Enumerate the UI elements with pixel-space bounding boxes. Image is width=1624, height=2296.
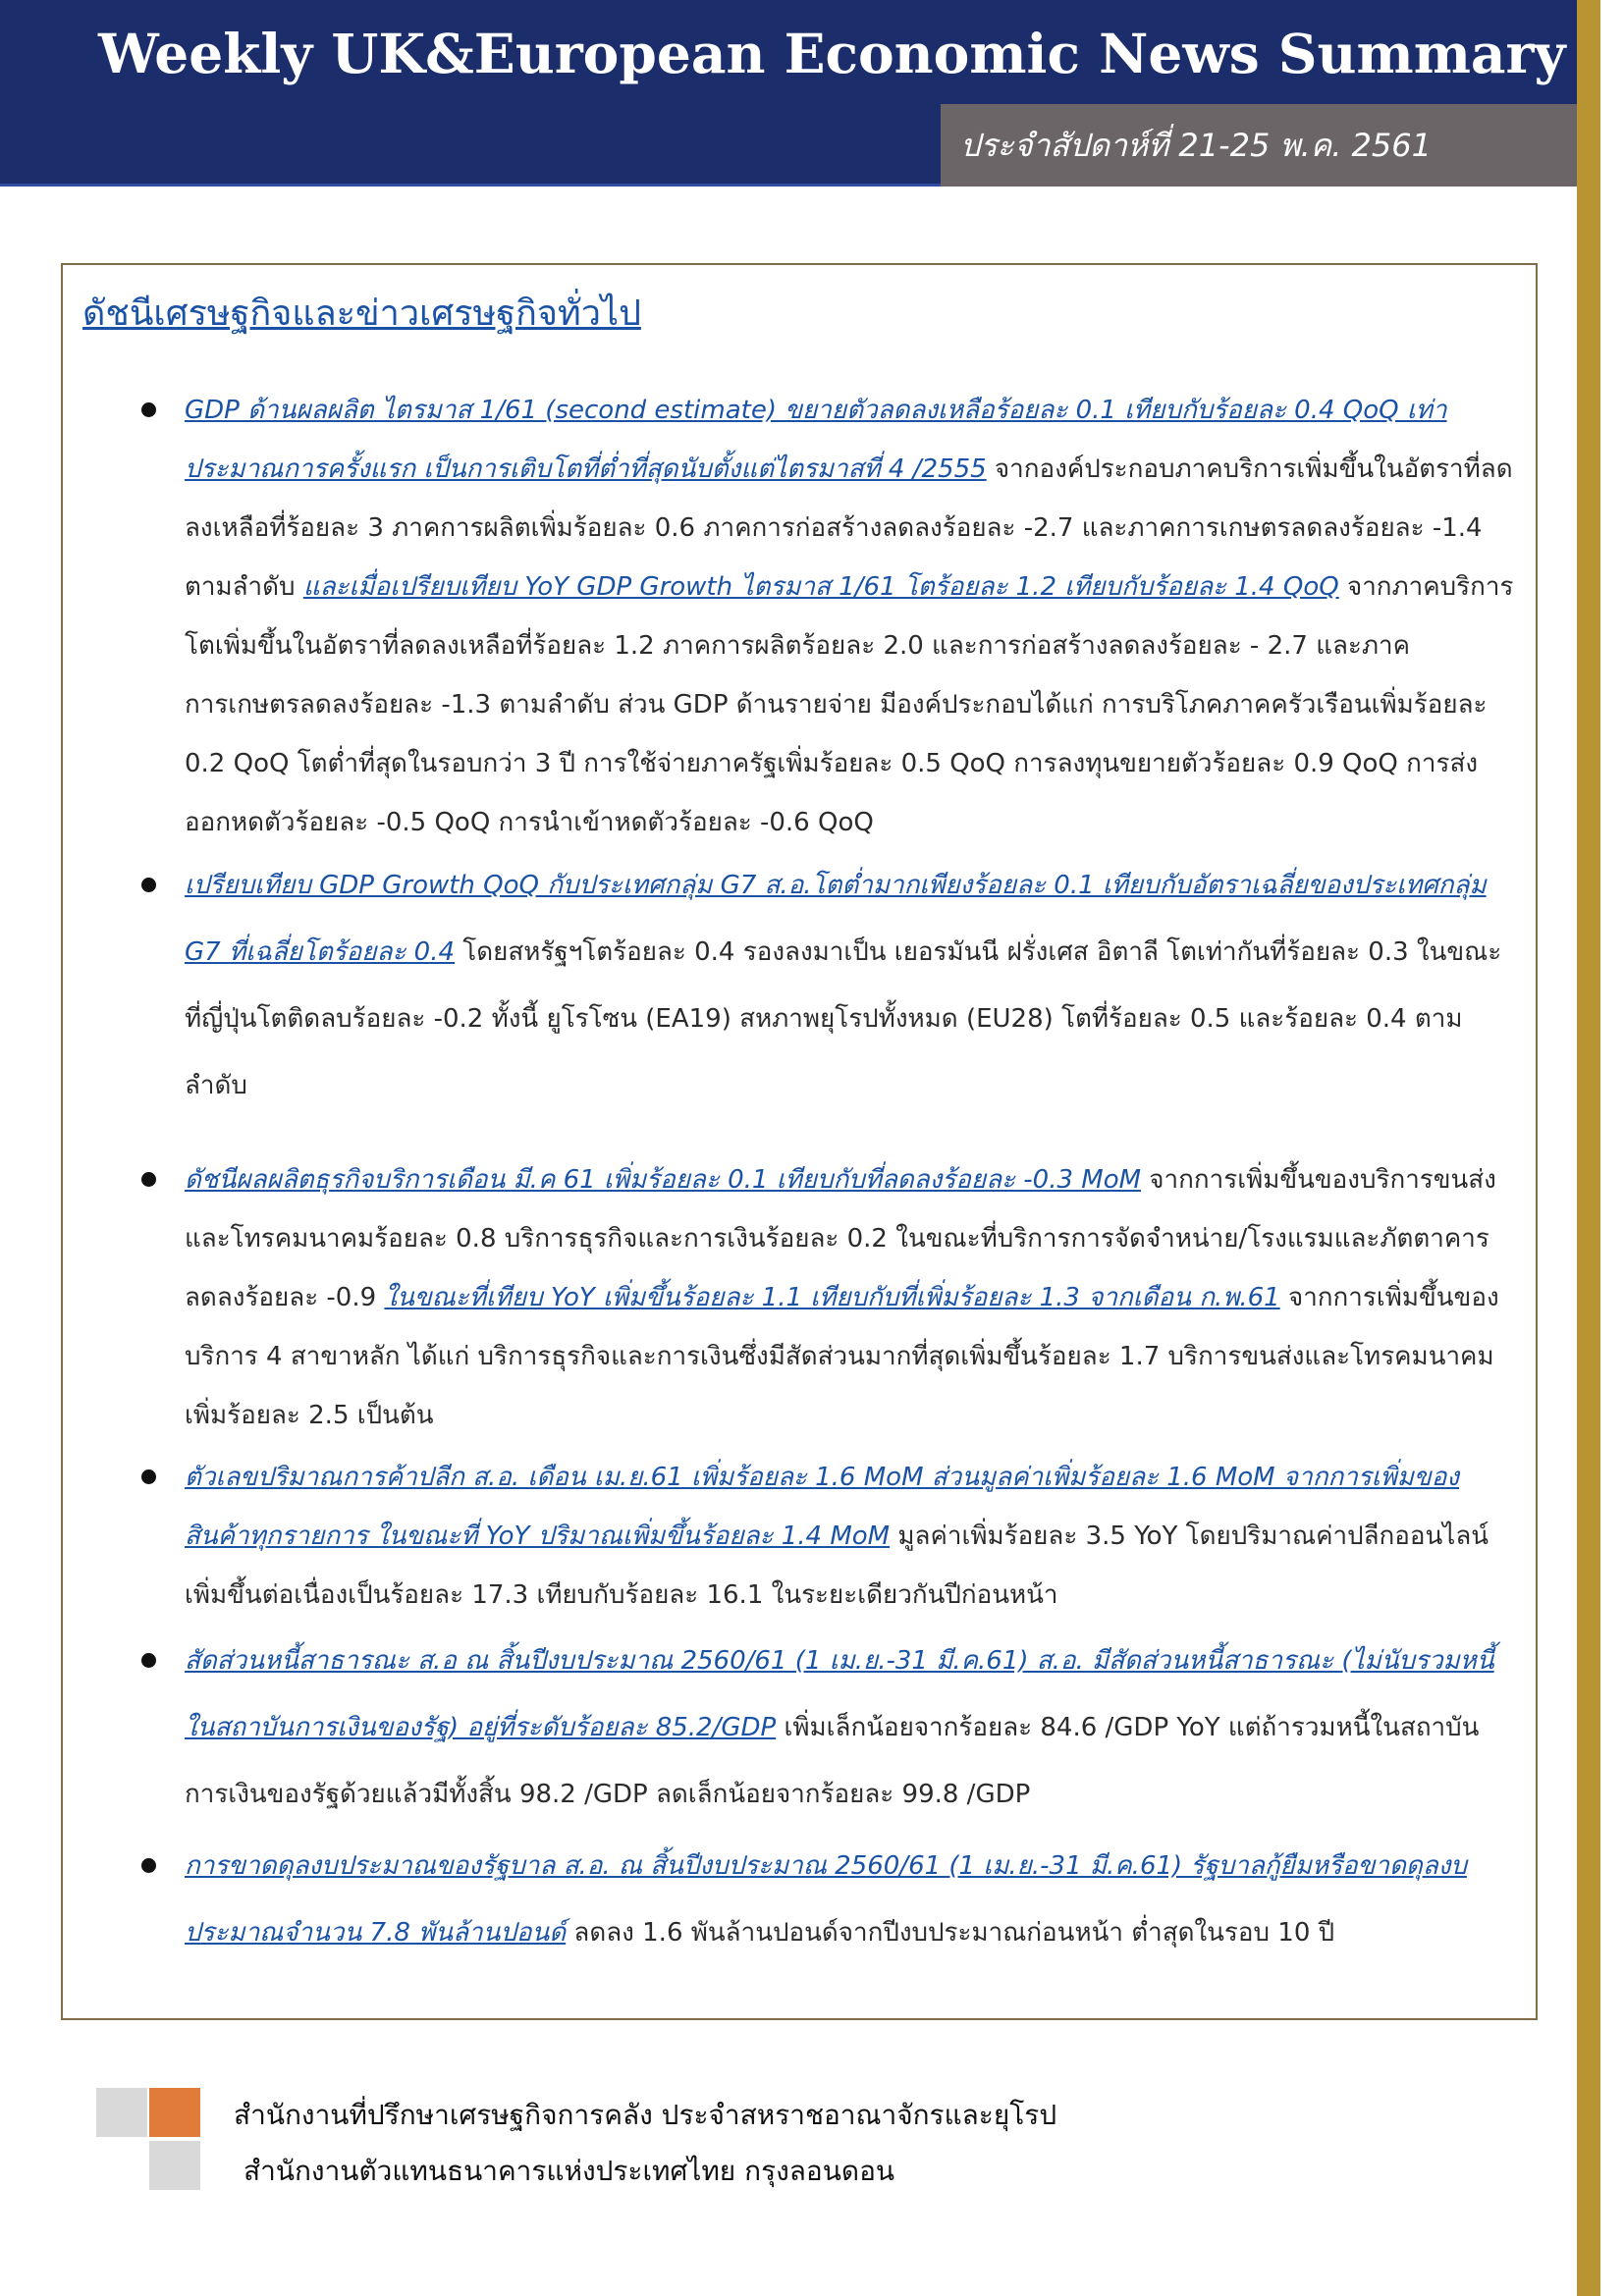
- news-text: จากภาคบริการโตเพิ่มขึ้นในอัตราที่ลดลงเหลือที่ร้อยละ 1.2 ภาคการผลิตร้อยละ 2.0 และการก่อสร้างลดลงร้อยละ - 2.7 และภาคการเกษตรลดลงร้อยละ -1.3 ตามลำดับ ส่วน GDP ด้านรายจ่าย มีองค์ประกอบได้แก่ การบริโภคภาคครัวเรือนเพิ่มร้อยละ 0.2 QoQ โตต่ำที่สุดในรอบกว่า 3 ปี การใช้จ่ายภาครัฐเพิ่มร้อยละ 0.5 QoQ การลงทุนขยายตัวร้อยละ 0.9 QoQ การส่งออกหดตัวร้อยละ -0.5 QoQ การนำเข้าหดตัวร้อยละ -0.6 QoQ: [185, 572, 1514, 837]
- news-text: มูลค่าเพิ่มร้อยละ 3.5 YoY โดยปริมาณค่าปลีกออนไลน์เพิ่มขึ้นต่อเนื่องเป็นร้อยละ 17.3 เทียบกับร้อยละ 16.1 ในระยะเดียวกันปีก่อนหน้า: [185, 1522, 1489, 1610]
- footer-bank-office: สำนักงานตัวแทนธนาคารแห่งประเทศไทย กรุงลอนดอน: [244, 2155, 895, 2187]
- news-item-budget-deficit: [63, 1833, 1536, 1966]
- footer-office-name: สำนักงานที่ปรึกษาเศรษฐกิจการคลัง ประจำสหราชอาณาจักรและยุโรป: [234, 2099, 1057, 2131]
- news-link-public-debt[interactable]: สัดส่วนหนี้สาธารณะ ส.อ ณ สิ้นปีงบประมาณ 2560/61 (1 เม.ย.-31 มี.ค.61) ส.อ. มีสัดส่วนหนี้สาธารณะ (ไม่นับรวมหนี้ในสถาบันการเงินของรัฐ) อยู่ที่ระดับร้อยละ 85.2/GDP: [185, 1646, 1494, 1742]
- news-link-budget-deficit[interactable]: การขาดดุลงบประมาณของรัฐบาล ส.อ. ณ สิ้นปีงบประมาณ 2560/61 (1 เม.ย.-31 มี.ค.61) รัฐบาลกู้ยืมหรือขาดดุลงบประมาณจำนวน 7.8 พันล้านปอนด์: [185, 1851, 1467, 1948]
- news-list: [63, 381, 1536, 1966]
- news-link-gdp-yoy[interactable]: และเมื่อเปรียบเทียบ YoY GDP Growth ไตรมาส 1/61 โตร้อยละ 1.2 เทียบกับร้อยละ 1.4 QoQ: [302, 572, 1339, 602]
- news-text: โดยสหรัฐฯโตร้อยละ 0.4 รองลงมาเป็น เยอรมันนี ฝรั่งเศส อิตาลี โตเท่ากันที่ร้อยละ 0.3 ในขณะที่ญี่ปุ่นโตติดลบร้อยละ -0.2 ทั้งนี้ ยูโรโซน (EA19) สหภาพยุโรปทั้งหมด (EU28) โตที่ร้อยละ 0.5 และร้อยละ 0.4 ตามลำดับ: [185, 937, 1502, 1100]
- news-item-public-debt: [63, 1628, 1536, 1828]
- news-link-services-mom[interactable]: ดัชนีผลผลิตธุรกิจบริการเดือน มี.ค 61 เพิ่มร้อยละ 0.1 เทียบกับที่ลดลงร้อยละ -0.3 MoM: [185, 1165, 1142, 1195]
- header-banner: [0, 0, 1577, 187]
- news-text: จากองค์ประกอบภาคบริการเพิ่มขึ้นในอัตราที่ลดลงเหลือที่ร้อยละ 3 ภาคการผลิตเพิ่มร้อยละ 0.6 ภาคการก่อสร้างลดลงร้อยละ -2.7 และภาคการเกษตรลดลงร้อยละ -1.4 ตามลำดับ: [185, 454, 1513, 602]
- news-item-retail-sales: [63, 1448, 1536, 1625]
- news-item-g7: [63, 852, 1536, 1119]
- bullet-icon: [141, 1653, 156, 1668]
- footer-square-orange: [149, 2088, 200, 2137]
- news-text: จากการเพิ่มขึ้นของบริการ 4 สาขาหลัก ได้แก่ บริการธุรกิจและการเงินซึ่งมีสัดส่วนมากที่สุดเพิ่มขึ้นร้อยละ 1.7 บริการขนส่งและโทรคมนาคมเพิ่มร้อยละ 2.5 เป็นต้น: [185, 1283, 1499, 1430]
- footer-square-grey: [96, 2088, 147, 2137]
- news-item-services-index: [63, 1150, 1536, 1445]
- news-link-services-yoy[interactable]: ในขณะที่เทียบ YoY เพิ่มขึ้นร้อยละ 1.1 เทียบกับที่เพิ่มร้อยละ 1.3 จากเดือน ก.พ.61: [384, 1283, 1280, 1312]
- bullet-icon: [141, 878, 156, 892]
- section-title: ดัชนีเศรษฐกิจและข่าวเศรษฐกิจทั่วไป: [82, 294, 641, 334]
- news-link-g7-comparison[interactable]: เปรียบเทียบ GDP Growth QoQ กับประเทศกลุ่ม G7 ส.อ.โตต่ำมากเพียงร้อยละ 0.1 เทียบกับอัตราเฉลี่ยของประเทศกลุ่ม G7 ที่เฉลี่ยโตร้อยละ 0.4: [185, 871, 1487, 967]
- bullet-icon: [141, 402, 156, 417]
- news-link-gdp-output[interactable]: GDP ด้านผลผลิต ไตรมาส 1/61 (second estimate) ขยายตัวลดลงเหลือร้อยละ 0.1 เทียบกับร้อยละ 0.4 QoQ เท่าประมาณการครั้งแรก เป็นการเติบโตที่ต่ำที่สุดนับตั้งแต่ไตรมาสที่ 4 /2555: [185, 396, 1447, 484]
- bullet-icon: [141, 1172, 156, 1187]
- content-box: [61, 263, 1538, 2020]
- news-link-retail-sales[interactable]: ตัวเลขปริมาณการค้าปลีก ส.อ. เดือน เม.ย.61 เพิ่มร้อยละ 1.6 MoM ส่วนมูลค่าเพิ่มร้อยละ 1.6 MoM จากการเพิ่มของสินค้าทุกรายการ ในขณะที่ YoY ปริมาณเพิ่มขึ้นร้อยละ 1.4 MoM: [185, 1463, 1460, 1551]
- news-item-gdp: [63, 381, 1536, 852]
- bullet-icon: [141, 1469, 156, 1484]
- news-text: จากการเพิ่มขึ้นของบริการขนส่งและโทรคมนาคมร้อยละ 0.8 บริการธุรกิจและการเงินร้อยละ 0.2 ในขณะที่บริการการจัดจำหน่าย/โรงแรมและภัตตาคารลดลงร้อยละ -0.9: [185, 1165, 1496, 1312]
- news-text: เพิ่มเล็กน้อยจากร้อยละ 84.6 /GDP YoY แต่ถ้ารวมหนี้ในสถาบันการเงินของรัฐด้วยแล้วมีทั้งสิ้น 98.2 /GDP ลดเล็กน้อยจากร้อยละ 99.8 /GDP: [185, 1713, 1480, 1809]
- issue-date: ประจำสัปดาห์ที่ 21-25 พ.ค. 2561: [941, 104, 1577, 187]
- footer-square-grey: [149, 2141, 200, 2190]
- gold-side-bar: [1577, 0, 1600, 2296]
- newsletter-title: Weekly UK&European Economic News Summary: [98, 22, 1566, 85]
- news-text: ลดลง 1.6 พันล้านปอนด์จากปีงบประมาณก่อนหน้า ต่ำสุดในรอบ 10 ปี: [566, 1918, 1335, 1948]
- bullet-icon: [141, 1858, 156, 1873]
